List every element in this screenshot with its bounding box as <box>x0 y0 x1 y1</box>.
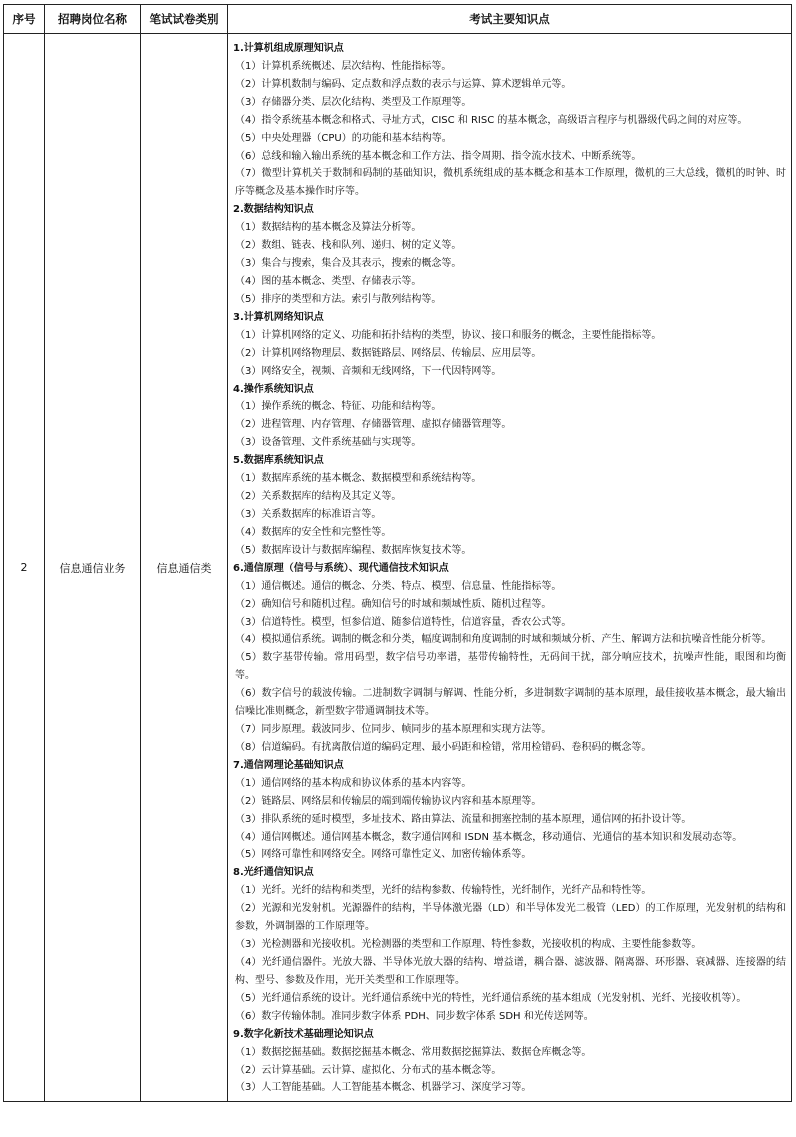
list-item: （3）关系数据库的标准语言等。 <box>235 508 382 520</box>
list-item: （1）通信概述。通信的概念、分类、特点、模型、信息量、性能指标等。 <box>235 580 562 592</box>
list-item: （1）数据库系统的基本概念、数据模型和系统结构等。 <box>235 473 482 485</box>
exam-knowledge-table <box>3 4 792 1102</box>
list-item: （3）光检测器和光接收机。光检测器的类型和工作原理、特性参数，光接收机的构成、主要性能参数等。 <box>235 939 702 951</box>
list-item: （7）同步原理。载波同步、位同步、帧同步的基本原理和实现方法等。 <box>235 724 552 736</box>
list-item: （3）人工智能基础。人工智能基本概念、机器学习、深度学习等。 <box>235 1082 532 1094</box>
list-item: （4）光纤通信器件。光放大器、半导体光放大器的结构、增益谱，耦合器、滤波器、隔离器、环形器、衰减器、连接器的结构、型号、参数及作用，光开关类型和工作原理等。 <box>235 957 786 986</box>
list-item: （7）微型计算机关于数制和码制的基础知识，微机系统组成的基本概念和基本工作原理，微机的三大总线，微机的时钟、时序等概念及基本操作时序等。 <box>235 168 786 198</box>
header-knowledge-points: 考试主要知识点 <box>228 5 792 34</box>
section-title: 6.通信原理（信号与系统）、现代通信技术知识点 <box>233 562 449 574</box>
list-item: （4）模拟通信系统。调制的概念和分类，幅度调制和角度调制的时域和频域分析、产生、解调方法和抗噪音性能分析等。 <box>235 634 772 646</box>
header-serial-number: 序号 <box>4 5 45 34</box>
list-item: （5）网络可靠性和网络安全。网络可靠性定义、加密传输体系等。 <box>235 849 532 861</box>
list-item: （2）云计算基础。云计算、虚拟化、分布式的基本概念等。 <box>235 1064 502 1076</box>
list-item: （3）设备管理、文件系统基础与实现等。 <box>235 437 422 449</box>
section-title: 7.通信网理论基础知识点 <box>233 759 344 771</box>
section-title: 2.数据结构知识点 <box>233 204 314 216</box>
list-item: （2）关系数据库的结构及其定义等。 <box>235 491 402 503</box>
list-item: （3）信道特性。模型，恒参信道、随参信道特性，信道容量，香农公式等。 <box>235 616 572 628</box>
list-item: （2）光源和光发射机。光源器件的结构，半导体激光器（LD）和半导体发光二极管（LED）的工作原理，光发射机的结构和参数，外调制器的工作原理等。 <box>235 903 786 933</box>
table-row <box>4 34 792 1102</box>
list-item: （1）通信网络的基本构成和协议体系的基本内容等。 <box>235 777 472 789</box>
section-title: 3.计算机网络知识点 <box>233 311 324 323</box>
section-title: 8.光纤通信知识点 <box>233 867 314 879</box>
header-paper-category: 笔试试卷类别 <box>141 5 228 34</box>
list-item: （4）指令系统基本概念和格式、寻址方式，CISC 和 RISC 的基本概念，高级语言程序与机器级代码之间的对应等。 <box>235 114 748 126</box>
list-item: （4）数据库的安全性和完整性等。 <box>235 526 392 538</box>
list-item: （1）计算机系统概述、层次结构、性能指标等。 <box>235 60 452 72</box>
knowledge-points-cell <box>228 34 792 1102</box>
cell-serial-number: 2 <box>4 34 45 1102</box>
header-row <box>4 5 792 34</box>
section-title: 5.数据库系统知识点 <box>233 455 324 467</box>
list-item: （3）集合与搜索，集合及其表示，搜索的概念等。 <box>235 258 462 270</box>
list-item: （2）数组、链表、栈和队列、递归、树的定义等。 <box>235 240 462 252</box>
list-item: （1）数据结构的基本概念及算法分析等。 <box>235 222 422 234</box>
list-item: （2）计算机网络物理层、数据链路层、网络层、传输层、应用层等。 <box>235 347 542 359</box>
list-item: （1）计算机网络的定义、功能和拓扑结构的类型，协议、接口和服务的概念，主要性能指标等。 <box>235 329 662 341</box>
list-item: （1）光纤。光纤的结构和类型，光纤的结构参数、传输特性，光纤制作，光纤产品和特性等。 <box>235 885 652 897</box>
list-item: （3）网络安全，视频、音频和无线网络，下一代因特网等。 <box>235 365 502 377</box>
list-item: （6）数字传输体制。准同步数字体系 PDH、同步数字体系 SDH 和光传送网等。 <box>235 1010 594 1022</box>
list-item: （5）数字基带传输。常用码型，数字信号功率谱，基带传输特性，无码间干扰，部分响应技术，抗噪声性能，眼图和均衡等。 <box>235 652 786 682</box>
list-item: （6）总线和输入输出系统的基本概念和工作方法、指令周期、指令流水技术、中断系统等。 <box>235 150 642 162</box>
section-title: 9.数字化新技术基础理论知识点 <box>233 1028 374 1040</box>
list-item: （2）确知信号和随机过程。确知信号的时域和频域性质、随机过程等。 <box>235 598 552 610</box>
list-item: （5）数据库设计与数据库编程、数据库恢复技术等。 <box>235 544 472 556</box>
list-item: （3）存储器分类、层次化结构、类型及工作原理等。 <box>235 96 472 108</box>
list-item: （5）光纤通信系统的设计。光纤通信系统中光的特性，光纤通信系统的基本组成（光发射机、光纤、光接收机等）。 <box>235 992 747 1004</box>
cell-post-name: 信息通信业务 <box>45 34 141 1102</box>
list-item: （8）信道编码。有扰离散信道的编码定理、最小码距和检错，常用检错码、卷积码的概念等。 <box>235 741 652 753</box>
list-item: （6）数字信号的载波传输。二进制数字调制与解调、性能分析，多进制数字调制的基本原理，最佳接收基本概念，最大输出信噪比准则概念，新型数字带通调制技术等。 <box>235 688 786 718</box>
list-item: （2）计算机数制与编码、定点数和浮点数的表示与运算、算术逻辑单元等。 <box>235 78 572 90</box>
list-item: （4）通信网概述。通信网基本概念，数字通信网和 ISDN 基本概念，移动通信、光通信的基本知识和发展动态等。 <box>235 831 743 843</box>
section-title: 4.操作系统知识点 <box>233 383 314 395</box>
list-item: （1）操作系统的概念、特征、功能和结构等。 <box>235 401 442 413</box>
list-item: （4）图的基本概念、类型、存储表示等。 <box>235 275 422 287</box>
header-post-name: 招聘岗位名称 <box>45 5 141 34</box>
list-item: （5）排序的类型和方法。索引与散列结构等。 <box>235 293 442 305</box>
section-title: 1.计算机组成原理知识点 <box>233 43 344 54</box>
list-item: （2）进程管理、内存管理、存储器管理、虚拟存储器管理等。 <box>235 419 512 431</box>
cell-paper-category: 信息通信类 <box>141 34 228 1102</box>
list-item: （1）数据挖掘基础。数据挖掘基本概念、常用数据挖掘算法、数据仓库概念等。 <box>235 1046 592 1058</box>
list-item: （5）中央处理器（CPU）的功能和基本结构等。 <box>235 132 452 144</box>
list-item: （2）链路层、网络层和传输层的端到端传输协议内容和基本原理等。 <box>235 795 542 807</box>
list-item: （3）排队系统的延时模型，多址技术、路由算法、流量和拥塞控制的基本原理，通信网的拓扑设计等。 <box>235 813 692 825</box>
